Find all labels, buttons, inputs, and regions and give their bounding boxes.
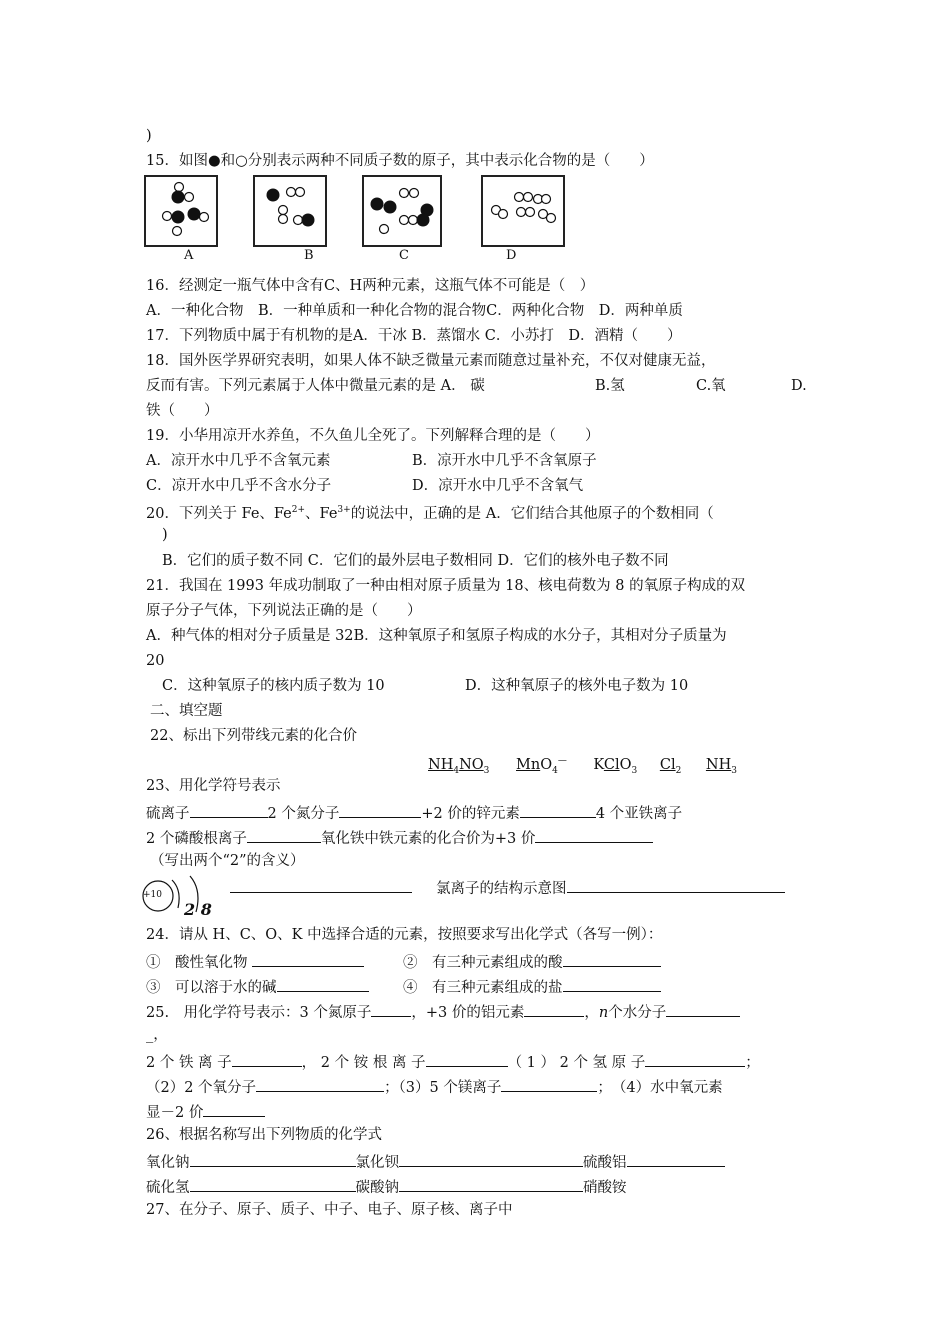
answer-blank[interactable]	[535, 826, 653, 843]
q15-text-c: 分别表示两种不同质子数的原子，其中表示化合物的是（ ）	[247, 153, 654, 169]
answer-blank[interactable]	[399, 1150, 583, 1167]
formula-nh4no3: $NH_4NO_3$	[428, 756, 490, 776]
q20-charge-3: 3+	[337, 505, 351, 515]
question-21-line2: 原子分子气体，下列说法正确的是（ ）	[146, 603, 422, 619]
q23-row4: 氯离子的结构示意图	[436, 876, 785, 899]
molecule-diagram-b	[255, 177, 325, 245]
question-25-line4: 显－2 价	[146, 1100, 265, 1123]
answer-blank[interactable]	[501, 1075, 597, 1092]
answer-blank[interactable]	[232, 1050, 302, 1067]
q24-option-1: ① 酸性氧化物	[146, 950, 364, 973]
formula-mno4: MnO$_4$—	[516, 756, 567, 776]
question-15	[146, 151, 654, 171]
question-23: 23、用化学符号表示	[146, 778, 281, 794]
question-18-line2	[146, 376, 806, 396]
hollow-circle-icon: ○	[235, 153, 248, 169]
answer-blank[interactable]	[339, 801, 421, 818]
q23-row1: 硫离子 2 个氮分子 +2 价的锌元素 4 个亚铁离子	[146, 801, 682, 824]
question-20	[146, 500, 714, 524]
figure-b	[253, 175, 327, 247]
q18-stem: 反而有害。下列元素属于人体中微量元素的是 A． 碳	[146, 378, 485, 394]
question-21-line4: 20	[146, 653, 165, 669]
figure-a	[144, 175, 218, 247]
question-22: 22、标出下列带线元素的化合价	[150, 728, 357, 744]
answer-blank[interactable]	[256, 1075, 384, 1092]
answer-blank[interactable]	[426, 1050, 508, 1067]
q19-option-c: C．凉开水中几乎不含水分子	[146, 478, 332, 494]
q23-row3: （写出两个“2”的含义）	[150, 853, 305, 869]
answer-blank[interactable]	[252, 950, 364, 967]
answer-blank[interactable]	[520, 801, 596, 818]
question-16-options: A．一种化合物 B．一种单质和一种化合物的混合物C．两种化合物 D．两种单质	[146, 303, 683, 319]
q26-row1: 氧化钠 氯化钡 硫酸铝	[146, 1150, 725, 1173]
answer-blank[interactable]	[399, 1175, 583, 1192]
molecule-diagram-d	[483, 177, 563, 245]
answer-blank[interactable]	[230, 876, 412, 893]
question-18-line1: 18．国外医学界研究表明，如果人体不缺乏微量元素而随意过量补充，不仅对健康无益，	[146, 353, 716, 369]
question-25-line2: 2 个 铁 离 子 ， 2 个 铵 根 离 子 （ 1 ） 2 个 氢 原 子 ；	[146, 1050, 760, 1073]
q19-option-b: B．凉开水中几乎不含氧原子	[412, 453, 597, 469]
question-25-line1: 25. 用化学符号表示：3 个氮原子 ，+3 价的铝元素 ，n个水分子	[146, 1000, 740, 1023]
q20-options: B．它们的质子数不同 C．它们的最外层电子数相同 D．它们的核外电子数不同	[162, 553, 669, 569]
figure-c	[362, 175, 442, 247]
q19-option-a: A．凉开水中几乎不含氧元素	[146, 453, 331, 469]
figure-label-b: B	[304, 248, 314, 263]
q24-option-2: ② 有三种元素组成的酸	[403, 950, 661, 973]
question-24: 24．请从 H、C、O、K 中选择合适的元素，按照要求写出化学式（各写一例）：	[146, 927, 663, 943]
question-21-line1: 21．我国在 1993 年成功制取了一种由相对原子质量为 18、核电荷数为 8 的氧原子构成的双	[146, 578, 746, 594]
answer-blank[interactable]	[190, 1150, 356, 1167]
q22-formulas	[428, 751, 737, 781]
q20-part2: 、Fe	[305, 505, 338, 522]
atom-shell-electrons: 2 8	[184, 900, 212, 919]
question-25-line3: （2）2 个氧分子 ；（3）5 个镁离子 ； （4）水中氧元素	[146, 1075, 723, 1098]
answer-blank[interactable]	[190, 1175, 356, 1192]
q15-text-b: 和	[220, 153, 236, 169]
formula-cl2: $Cl_2$	[659, 756, 682, 776]
section-title: 二、填空题	[150, 703, 223, 719]
q20-part1: 20．下列关于 Fe、Fe	[146, 505, 292, 522]
atom-nucleus-label: +10	[143, 890, 162, 900]
answer-blank[interactable]	[371, 1000, 411, 1017]
q18-option-c: C.氧	[696, 378, 726, 394]
atom-structure-diagram	[138, 868, 218, 918]
question-26: 26、根据名称写出下列物质的化学式	[146, 1127, 382, 1143]
q21-option-d: D．这种氧原子的核外电子数为 10	[465, 678, 689, 694]
q21-option-c: C．这种氧原子的核内质子数为 10	[162, 678, 385, 694]
answer-blank[interactable]	[666, 1000, 740, 1017]
question-18-line3: 铁（ ）	[146, 403, 219, 419]
figure-label-d: D	[506, 248, 517, 263]
q20-part3: 的说法中，正确的是 A．它们结合其他原子的个数相同（	[350, 505, 714, 522]
answer-blank[interactable]	[567, 876, 785, 893]
q23-row2: 2 个磷酸根离子 氧化铁中铁元素的化合价为+3 价	[146, 826, 653, 849]
answer-blank[interactable]	[247, 826, 321, 843]
answer-blank[interactable]	[524, 1000, 584, 1017]
question-17: 17．下列物质中属于有机物的是A．干冰 B．蒸馏水 C．小苏打 D．酒精（ ）	[146, 328, 682, 344]
q18-option-d: D.	[791, 378, 807, 394]
q24-option-4: ④ 有三种元素组成的盐	[403, 975, 661, 998]
answer-blank[interactable]	[563, 950, 661, 967]
q15-text-a: 15．如图	[146, 153, 208, 169]
formula-nh3: $NH_3$	[705, 756, 737, 776]
answer-blank[interactable]	[645, 1050, 745, 1067]
question-21-line3: A．种气体的相对分子质量是 32B．这种氧原子和氢原子构成的水分子，其相对分子质量为	[146, 628, 727, 644]
q20-charge-2: 2+	[291, 505, 306, 515]
answer-blank[interactable]	[277, 975, 369, 992]
molecule-diagram-a	[146, 177, 216, 245]
question-16: 16．经测定一瓶气体中含有C、H两种元素，这瓶气体不可能是（ ）	[146, 278, 595, 294]
molecule-diagram-c	[364, 177, 440, 245]
q24-option-3: ③ 可以溶于水的碱	[146, 975, 369, 998]
q25-line1-end: _，	[146, 1027, 168, 1043]
q20-line2: )	[162, 527, 168, 543]
figure-d	[481, 175, 565, 247]
q26-row2: 硫化氢 碳酸钠 硝酸铵	[146, 1175, 627, 1198]
answer-blank[interactable]	[627, 1150, 725, 1167]
answer-blank[interactable]	[190, 801, 268, 818]
figure-label-c: C	[399, 248, 409, 263]
figure-label-a: A	[184, 248, 194, 263]
answer-blank[interactable]	[563, 975, 661, 992]
q18-option-b: B.氢	[595, 378, 625, 394]
continuation-paren: )	[146, 128, 152, 144]
question-27: 27、在分子、原子、质子、中子、电子、原子核、离子中	[146, 1202, 513, 1218]
q19-option-d: D．凉开水中几乎不含氧气	[412, 478, 584, 494]
question-19: 19．小华用凉开水养鱼，不久鱼儿全死了。下列解释合理的是（ ）	[146, 428, 600, 444]
formula-kclo3: KClO$_3$	[593, 756, 638, 776]
answer-blank[interactable]	[203, 1100, 265, 1117]
filled-circle-icon: ●	[207, 153, 221, 169]
